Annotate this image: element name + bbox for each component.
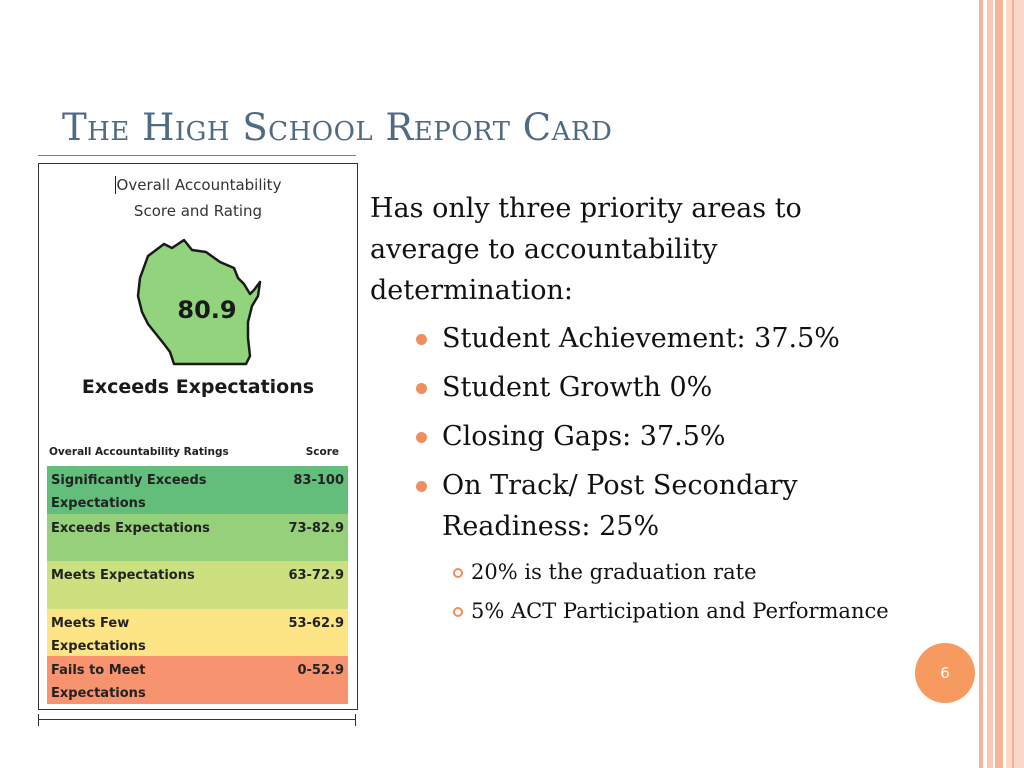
bullet-dot-icon	[416, 481, 427, 492]
ratings-table-header	[49, 446, 345, 458]
table-row	[47, 466, 348, 514]
sub-list	[453, 555, 893, 633]
rating-range: 73-82.9	[288, 520, 344, 536]
priority-list	[414, 318, 934, 555]
table-row	[47, 609, 348, 657]
rating-range: 53-62.9	[288, 615, 344, 631]
report-card-image	[38, 163, 358, 710]
slide-title: The High School Report Card	[62, 106, 613, 149]
rating-label: Exceeds Expectations	[51, 520, 210, 536]
image-bottom-tick	[355, 714, 356, 726]
intro-paragraph: Has only three priority areas to average to accountability determination:	[370, 193, 802, 306]
decor-stripe	[995, 0, 1003, 768]
list-item	[453, 594, 893, 628]
bullet-dot-icon	[416, 383, 427, 394]
table-row	[47, 561, 348, 609]
rating-label: Significantly Exceeds Expectations	[51, 473, 207, 511]
rating-range: 83-100	[293, 473, 344, 488]
list-item-text: Closing Gaps: 37.5%	[442, 421, 726, 452]
ratings-table	[47, 466, 348, 704]
decor-stripe	[1012, 0, 1014, 768]
page-number-badge: 6	[915, 643, 975, 703]
heading-line2: Score and Rating	[133, 202, 263, 220]
list-item	[414, 318, 934, 359]
list-item-text: Student Achievement: 37.5%	[442, 323, 840, 354]
list-item	[414, 465, 934, 547]
decor-stripe	[1006, 0, 1024, 768]
bullet-ring-icon	[453, 607, 463, 617]
overall-rating: Exceeds Expectations	[81, 376, 315, 398]
heading-line1: Overall Accountability	[116, 176, 282, 194]
list-item	[453, 555, 893, 589]
list-item-text: 5% ACT Participation and Performance	[471, 599, 889, 623]
decor-stripe	[979, 0, 983, 768]
bullet-ring-icon	[453, 568, 463, 578]
rating-range: 63-72.9	[288, 568, 344, 584]
list-item	[414, 416, 934, 457]
ratings-header-score: Score	[305, 446, 339, 458]
overall-score: 80.9	[177, 296, 237, 324]
table-row	[47, 514, 348, 562]
rating-range: 0-52.9	[297, 663, 344, 679]
report-card-heading	[39, 172, 357, 224]
decor-stripe	[987, 0, 993, 768]
bullet-dot-icon	[416, 334, 427, 345]
image-bottom-tick	[38, 714, 39, 726]
list-item-text: 20% is the graduation rate	[471, 560, 757, 584]
rating-label: Meets Few Expectations	[51, 615, 146, 654]
ratings-header-label: Overall Accountability Ratings	[49, 446, 229, 458]
rating-label: Meets Expectations	[51, 568, 195, 584]
list-item	[414, 367, 934, 408]
image-bottom-rule	[38, 719, 356, 720]
list-item-text: Student Growth 0%	[442, 372, 713, 403]
rating-label: Fails to Meet Expectations	[51, 663, 146, 702]
list-item-text: On Track/ Post Secondary Readiness: 25%	[442, 470, 798, 542]
table-row	[47, 656, 348, 704]
bullet-dot-icon	[416, 432, 427, 443]
title-divider	[38, 155, 356, 156]
